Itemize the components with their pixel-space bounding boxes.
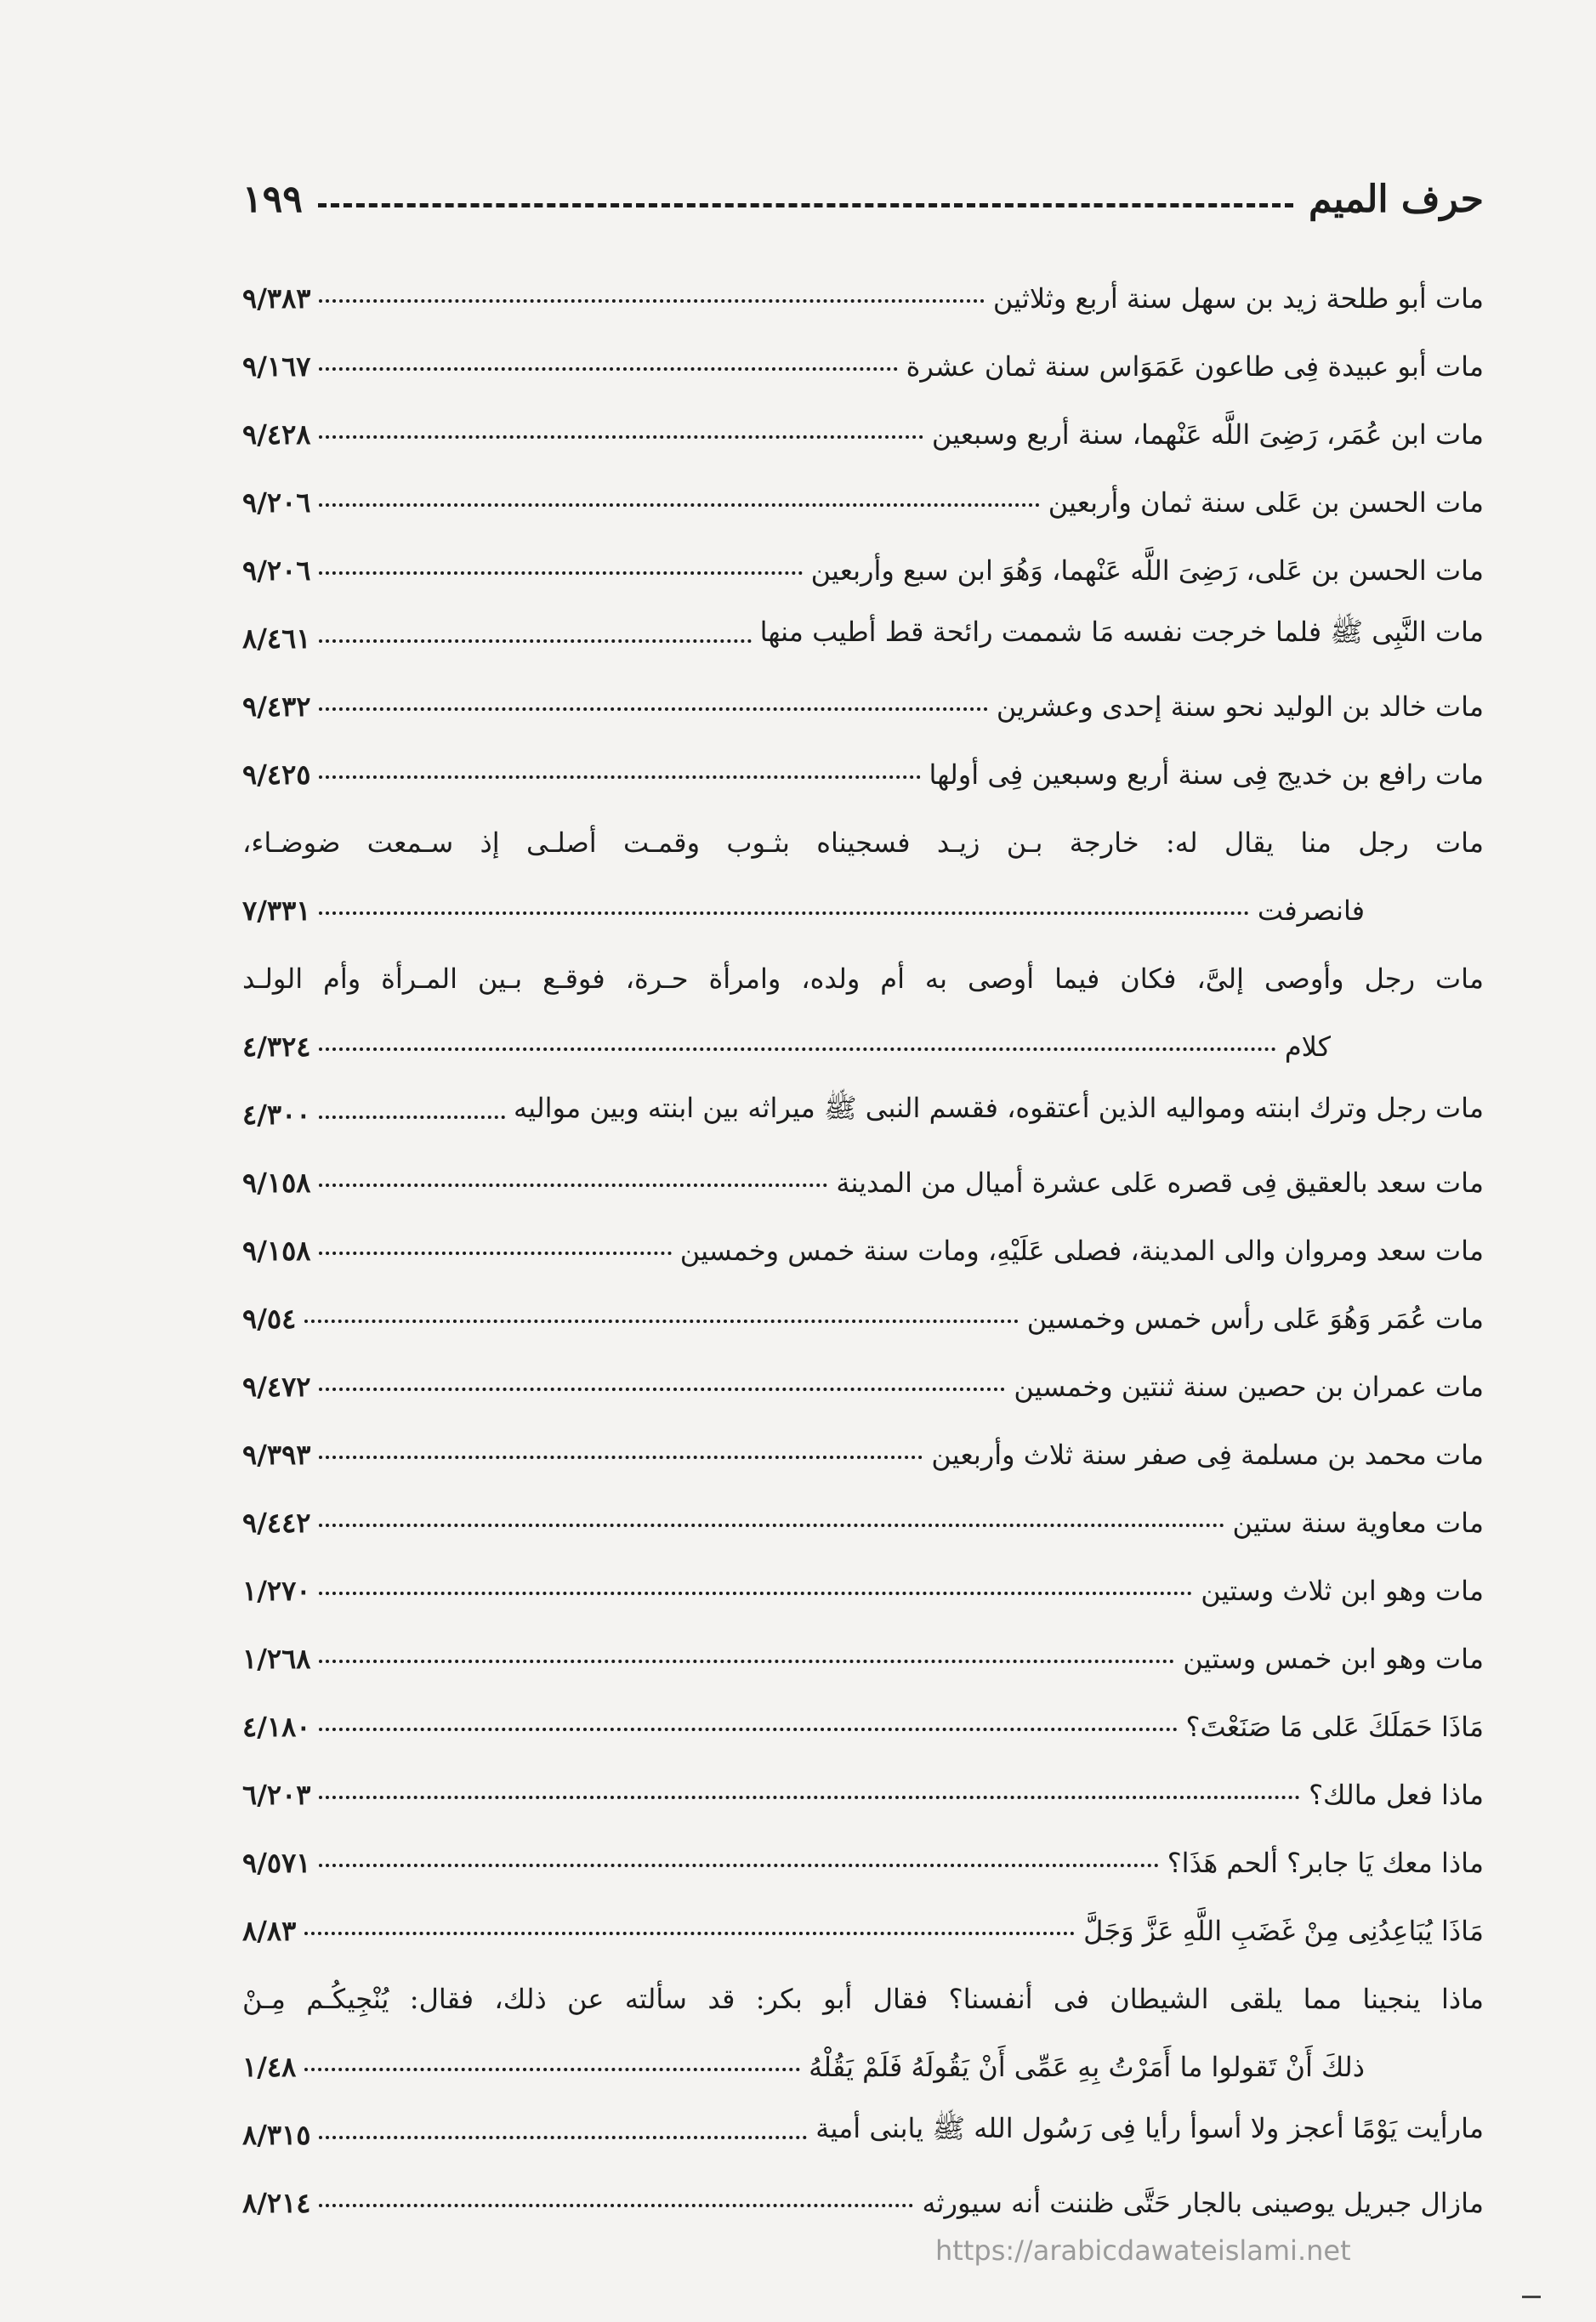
entry-text: مَاذَا حَمَلَكَ عَلى مَا صَنَعْتَ؟ — [1185, 1711, 1484, 1743]
entry-first-line: مات رجل وأوصى إلىَّ، فكان فيما أوصى به أم ولده، وامرأة حـرة، فوقـع بـين المـرأة وأم الولـد — [242, 962, 1484, 995]
entry-text: مات النَّبِى ﷺ فلما خرجت نفسه مَا شممت رائحة قط أطيب منها — [759, 616, 1484, 648]
entry-reference: ٩/٤٢٨ — [242, 418, 311, 451]
entry-reference: ٧/٣٣١ — [242, 894, 311, 927]
index-entry — [242, 1335, 1484, 1403]
index-entry — [242, 1063, 1484, 1131]
entry-text: مازال جبريل يوصينى بالجار حَتَّى ظننت أنه سيورثه — [922, 2187, 1484, 2219]
entry-first-line: ماذا ينجينا مما يلقى الشيطان فى أنفسنا؟ فقال أبو بكر: قد سألته عن ذلك، فقال: يُنْجِيكُـم مِـنْ — [242, 1983, 1484, 2015]
leader-dots — [319, 1796, 1300, 1799]
index-entry — [242, 1131, 1484, 1199]
leader-dots — [319, 299, 984, 303]
entry-reference: ٩/١٥٨ — [242, 1235, 311, 1267]
entry-reference: ٩/١٦٧ — [242, 350, 311, 383]
leader-dots — [319, 1660, 1174, 1663]
entry-text: كلام — [1284, 1030, 1331, 1063]
index-entry — [242, 723, 1484, 791]
index-entry — [242, 1607, 1484, 1675]
entry-reference: ٩/٣٩٣ — [242, 1439, 311, 1471]
page-number: ١٩٩ — [242, 178, 303, 221]
entry-reference: ٩/٥٧١ — [242, 1847, 311, 1879]
entry-text: فانصرفت — [1257, 894, 1365, 927]
entry-text: مات عُمَر وَهُوَ عَلى رأس خمس وخمسين — [1026, 1303, 1484, 1335]
index-entry — [242, 247, 1484, 315]
index-entry — [242, 1403, 1484, 1471]
index-entry — [242, 1267, 1484, 1335]
entry-text: ذلكَ أَنْ تَقولوا ما أَمَرْتُ بِهِ عَمِّى أَنْ يَقُولَهُ فَلَمْ يَقُلْهُ — [809, 2051, 1365, 2083]
leader-dots — [319, 1047, 1275, 1051]
entry-reference: ١/٢٧٠ — [242, 1575, 311, 1607]
entry-text: مات خالد بن الوليد نحو سنة إحدى وعشرين — [996, 690, 1484, 723]
entry-reference: ٤/٣٠٠ — [242, 1099, 311, 1131]
leader-dots — [319, 503, 1039, 507]
section-title: حرف الميم — [1308, 178, 1484, 221]
index-entries — [242, 247, 1484, 2219]
entry-text: مارأيت يَوْمًا أعجز ولا أسوأ رأيا فِى رَسُول الله ﷺ يابنى أمية — [815, 2112, 1484, 2144]
entry-text: مات رجل وترك ابنته ومواليه الذين أعتقوه، فقسم النبى ﷺ ميراثه بين ابنته وبين مواليه — [514, 1092, 1484, 1124]
entry-reference: ٨/٤٦١ — [242, 622, 311, 655]
leader-dots — [319, 1864, 1158, 1867]
leader-dots — [319, 1116, 505, 1119]
leader-dots — [319, 1388, 1005, 1391]
leader-dots — [304, 1320, 1018, 1323]
entry-reference: ٩/٤٧٢ — [242, 1371, 311, 1403]
index-entry — [242, 1675, 1484, 1743]
entry-reference: ٨/٣١٥ — [242, 2119, 311, 2151]
entry-text: ماذا معك يَا جابر؟ ألحم هَذَا؟ — [1167, 1847, 1484, 1879]
leader-dots — [304, 1932, 1075, 1935]
entry-reference: ٩/٤٤٢ — [242, 1507, 311, 1539]
running-header — [242, 170, 1484, 221]
entry-first-line: مات رجل منا يقال له: خارجة بـن زيـد فسجيناه بثـوب وقمـت أصلـى إذ سـمعت ضوضـاء، — [242, 826, 1485, 859]
entry-text: مات الحسن بن عَلى سنة ثمان وأربعين — [1048, 486, 1484, 519]
leader-dots — [319, 1252, 671, 1255]
leader-dots — [319, 1592, 1192, 1595]
index-entry — [242, 315, 1484, 383]
index-entry — [242, 2083, 1484, 2151]
leader-dots — [319, 2136, 807, 2139]
index-entry — [242, 1743, 1484, 1811]
index-entry — [242, 587, 1484, 655]
leader-dots — [319, 707, 987, 711]
index-entry — [242, 1199, 1484, 1267]
leader-dots — [319, 1728, 1177, 1731]
leader-dots — [319, 571, 802, 575]
entry-reference: ٩/١٥٨ — [242, 1167, 311, 1199]
entry-reference: ٨/٢١٤ — [242, 2187, 311, 2219]
leader-dots — [319, 911, 1248, 915]
leader-dots — [304, 2068, 800, 2071]
index-entry-multiline — [242, 927, 1484, 1063]
entry-text: مات وهو ابن ثلاث وستين — [1201, 1575, 1484, 1607]
index-entry — [242, 655, 1484, 723]
entry-reference: ٤/٣٢٤ — [242, 1030, 311, 1063]
leader-dots — [319, 1456, 923, 1459]
entry-text: مات معاوية سنة ستين — [1232, 1507, 1484, 1539]
entry-text: مات أبو عبيدة فِى طاعون عَمَوَاس سنة ثمان عشرة — [906, 350, 1484, 383]
entry-reference: ٩/٢٠٦ — [242, 554, 311, 587]
entry-reference: ٩/٣٨٣ — [242, 282, 311, 315]
watermark-url: https://arabicdawateislami.net — [935, 2234, 1351, 2267]
index-entry — [242, 1471, 1484, 1539]
index-entry-multiline — [242, 1947, 1484, 2083]
index-entry — [242, 451, 1484, 519]
entry-reference: ١/٤٨ — [242, 2051, 297, 2083]
header-rule — [318, 203, 1293, 207]
entry-text: مات عمران بن حصين سنة ثنتين وخمسين — [1014, 1371, 1484, 1403]
entry-text: مات سعد بالعقيق فِى قصره عَلى عشرة أميال من المدينة — [836, 1167, 1484, 1199]
leader-dots — [319, 639, 751, 643]
entry-text: مات رافع بن خديج فِى سنة أربع وسبعين فِى أولها — [929, 758, 1484, 791]
leader-dots — [319, 1524, 1224, 1527]
index-entry — [242, 2151, 1484, 2219]
index-entry-multiline — [242, 791, 1484, 927]
entry-reference: ٨/٨٣ — [242, 1915, 297, 1947]
leader-dots — [319, 2204, 913, 2207]
index-entry — [242, 1539, 1484, 1607]
index-entry — [242, 1811, 1484, 1879]
scan-mark — [1522, 2296, 1541, 2298]
entry-text: مات محمد بن مسلمة فِى صفر سنة ثلاث وأربعين — [931, 1439, 1484, 1471]
leader-dots — [319, 435, 923, 439]
entry-text: مات وهو ابن خمس وستين — [1183, 1643, 1484, 1675]
entry-reference: ٩/٢٠٦ — [242, 486, 311, 519]
entry-text: مات الحسن بن عَلى، رَضِىَ اللَّه عَنْهما، وَهُوَ ابن سبع وأربعين — [810, 554, 1484, 587]
entry-text: ماذا فعل مالك؟ — [1309, 1779, 1484, 1811]
entry-reference: ٦/٢٠٣ — [242, 1779, 311, 1811]
entry-text: مات سعد ومروان والى المدينة، فصلى عَلَيْهِ، ومات سنة خمس وخمسين — [679, 1235, 1484, 1267]
leader-dots — [319, 1184, 827, 1187]
entry-reference: ١/٢٦٨ — [242, 1643, 311, 1675]
leader-dots — [319, 775, 920, 779]
entry-reference: ٩/٤٢٥ — [242, 758, 311, 791]
entry-reference: ٤/١٨٠ — [242, 1711, 311, 1743]
entry-text: مَاذَا يُبَاعِدُنِى مِنْ غَضَبِ اللَّهِ عَزَّ وَجَلَّ — [1083, 1915, 1484, 1947]
entry-text: مات ابن عُمَر، رَضِىَ اللَّه عَنْهما، سنة أربع وسبعين — [931, 418, 1484, 451]
index-entry — [242, 519, 1484, 587]
entry-text: مات أبو طلحة زيد بن سهل سنة أربع وثلاثين — [992, 282, 1484, 315]
index-entry — [242, 383, 1484, 451]
index-entry — [242, 1879, 1484, 1947]
entry-reference: ٩/٥٤ — [242, 1303, 297, 1335]
leader-dots — [319, 367, 897, 371]
entry-reference: ٩/٤٣٢ — [242, 690, 311, 723]
